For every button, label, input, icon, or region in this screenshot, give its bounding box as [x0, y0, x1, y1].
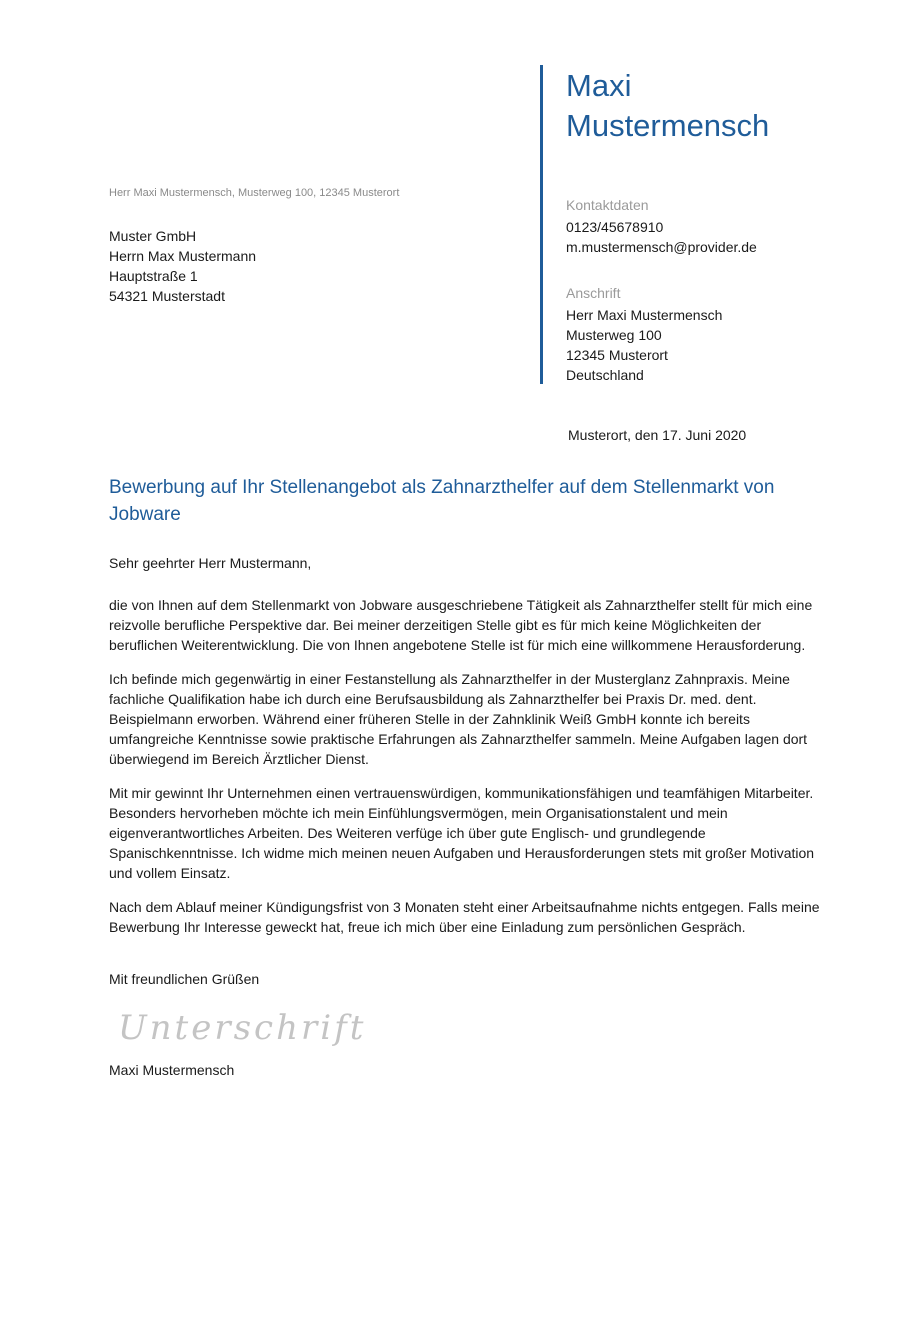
letter-subject: Bewerbung auf Ihr Stellenangebot als Zahnarzthelfer auf dem Stellenmarkt von Jobware — [109, 477, 775, 525]
body-paragraph: Ich befinde mich gegenwärtig in einer Festanstellung als Zahnarzthelfer in der Musterglanz Zahnpraxis. Meine fachliche Qualifikation habe ich durch eine Berufsausbildung als Zahnarzthelfer bei Praxis Dr. med. dent. Beispielmann erworben. Während einer früheren Stelle in der Zahnklinik Weiß GmbH konnte ich bereits umfangreiche Kenntnisse sowie praktische Erfahrungen als Zahnarzthelfer sammeln. Meine Aufgaben lagen dort überwiegend im Bereich Ärztlicher Dienst. — [109, 671, 808, 767]
body-paragraph: Nach dem Ablauf meiner Kündigungsfrist von 3 Monaten steht einer Arbeitsaufnahme nichts entgegen. Falls meine Bewerbung Ihr Interesse geweckt hat, freue ich mich über eine Einladung zum persönlichen Gespräch. — [109, 899, 820, 935]
signed-name: Maxi Mustermensch — [109, 1062, 235, 1078]
address-line: Musterweg 100 — [566, 327, 662, 343]
contact-details — [566, 217, 757, 257]
recipient-line: Muster GmbH — [109, 228, 197, 244]
sender-return-address: Herr Maxi Mustermensch, Musterweg 100, 12345 Musterort — [109, 187, 400, 199]
contact-email: m.mustermensch@provider.de — [566, 239, 757, 255]
signature-placeholder: Unterschrift — [118, 1008, 367, 1048]
recipient-line: Herrn Max Mustermann — [109, 248, 257, 264]
applicant-last-name: Mustermensch — [566, 108, 770, 143]
letter-date: Musterort, den 17. Juni 2020 — [568, 427, 747, 443]
recipient-address — [109, 226, 256, 306]
accent-divider-bar — [540, 65, 543, 384]
recipient-line: Hauptstraße 1 — [109, 268, 198, 284]
applicant-name — [566, 66, 769, 146]
letter-body — [109, 595, 825, 951]
address-line: Herr Maxi Mustermensch — [566, 307, 723, 323]
address-line: Deutschland — [566, 367, 644, 383]
closing-phrase: Mit freundlichen Grüßen — [109, 971, 260, 987]
body-paragraph: die von Ihnen auf dem Stellenmarkt von Jobware ausgeschriebene Tätigkeit als Zahnarzthelfer stellt für mich eine reizvolle berufliche Perspektive dar. Bei meiner derzeitigen Stelle gibt es für mich keine Möglichkeiten der beruflichen Weiterentwicklung. Die von Ihnen angebotene Stelle ist für mich eine willkommene Herausforderung. — [109, 597, 813, 653]
salutation: Sehr geehrter Herr Mustermann, — [109, 555, 312, 571]
address-line: 12345 Musterort — [566, 347, 668, 363]
applicant-first-name: Maxi — [566, 68, 632, 103]
address-label: Anschrift — [566, 285, 621, 301]
contact-phone: 0123/45678910 — [566, 219, 664, 235]
contact-label: Kontaktdaten — [566, 197, 649, 213]
body-paragraph: Mit mir gewinnt Ihr Unternehmen einen vertrauenswürdigen, kommunikationsfähigen und teamfähigen Mitarbeiter. Besonders hervorheben möchte ich mein Einfühlungsvermögen, mein Organisationstalent und mein eigenverantwortliches Arbeiten. Des Weiteren verfüge ich über gute Englisch- und grundlegende Spanischkenntnisse. Ich widme mich meinen neuen Aufgaben und Herausforderungen stets mit großer Motivation und vollem Einsatz. — [109, 785, 815, 881]
recipient-line: 54321 Musterstadt — [109, 288, 225, 304]
address-details — [566, 305, 722, 385]
